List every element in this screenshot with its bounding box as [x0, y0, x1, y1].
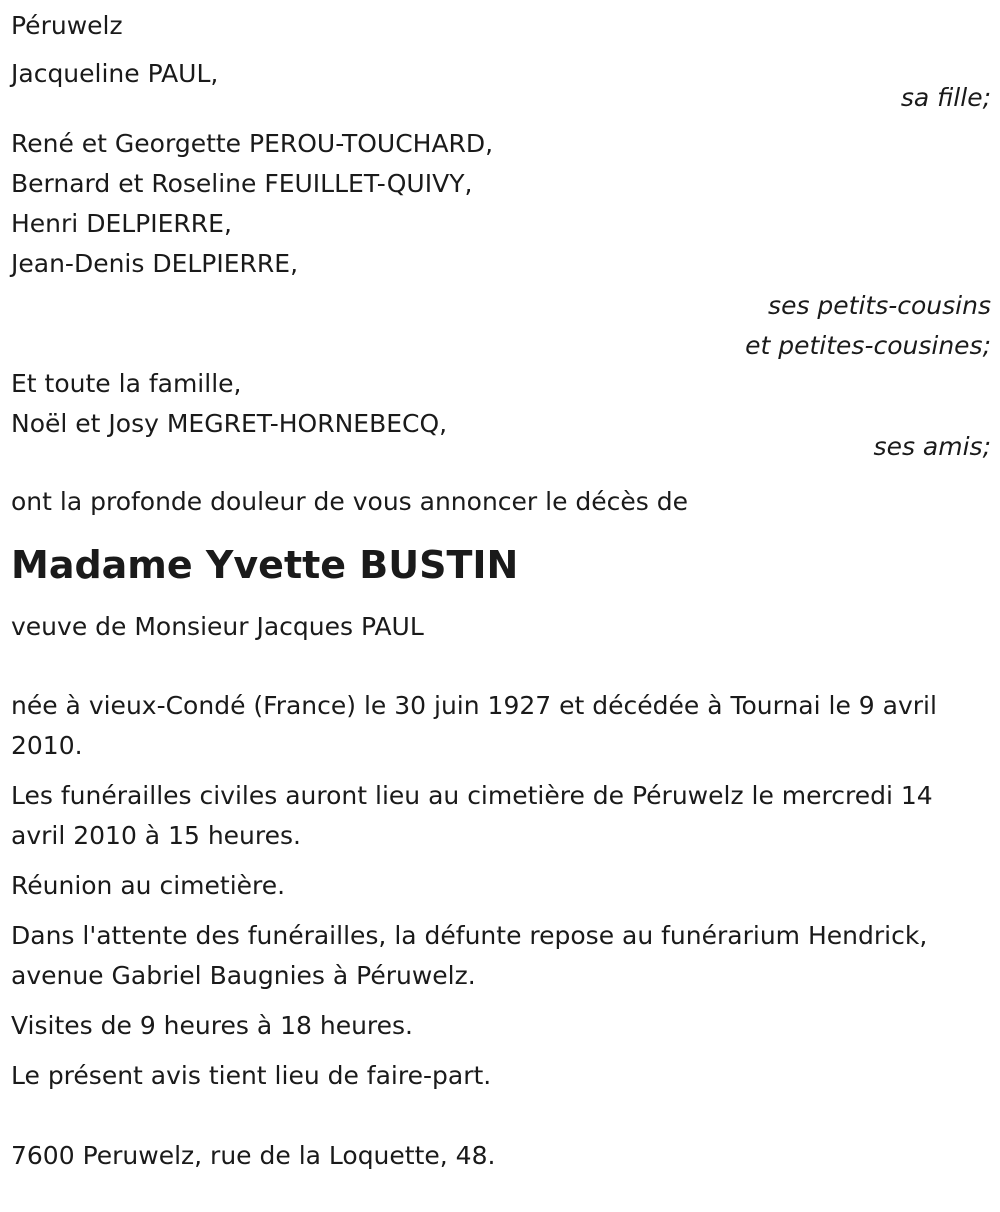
- birth-death-details: née à vieux-Condé (France) le 30 juin 1927 et décédée à Tournai le 9 avril 2010.: [11, 691, 937, 760]
- obituary-notice: [11, 6, 991, 1176]
- cousins-relation-line2: et petites-cousines;: [745, 331, 991, 360]
- friend-name: Noël et Josy MEGRET-HORNEBECQ,: [11, 409, 448, 438]
- meeting-details: Réunion au cimetière.: [11, 871, 286, 900]
- city-heading: Péruwelz: [11, 11, 123, 40]
- widow-of: veuve de Monsieur Jacques PAUL: [11, 612, 424, 641]
- cousin-name: Bernard et Roseline FEUILLET-QUIVY,: [11, 169, 473, 198]
- address: 7600 Peruwelz, rue de la Loquette, 48.: [11, 1141, 496, 1170]
- cousin-name: René et Georgette PEROU-TOUCHARD,: [11, 129, 494, 158]
- cousin-name: Jean-Denis DELPIERRE,: [11, 249, 299, 278]
- faire-part-notice: Le présent avis tient lieu de faire-part.: [11, 1061, 492, 1090]
- family-member: Et toute la famille,: [11, 369, 242, 398]
- daughter-name: Jacqueline PAUL,: [11, 59, 219, 88]
- visiting-hours: Visites de 9 heures à 18 heures.: [11, 1011, 414, 1040]
- announcement-intro: ont la profonde douleur de vous annoncer le décès de: [11, 487, 689, 516]
- deceased-name: Madame Yvette BUSTIN: [11, 543, 519, 587]
- viewing-place: Dans l'attente des funérailles, la défunte repose au funérarium Hendrick, avenue Gabriel Baugnies à Péruwelz.: [11, 921, 928, 990]
- friends-relation: ses amis;: [873, 432, 991, 461]
- cousins-relation-line1: ses petits-cousins: [768, 291, 991, 320]
- daughter-relation: sa fille;: [900, 83, 991, 112]
- cousin-name: Henri DELPIERRE,: [11, 209, 232, 238]
- funeral-details: Les funérailles civiles auront lieu au cimetière de Péruwelz le mercredi 14 avril 2010 à 15 heures.: [11, 781, 933, 850]
